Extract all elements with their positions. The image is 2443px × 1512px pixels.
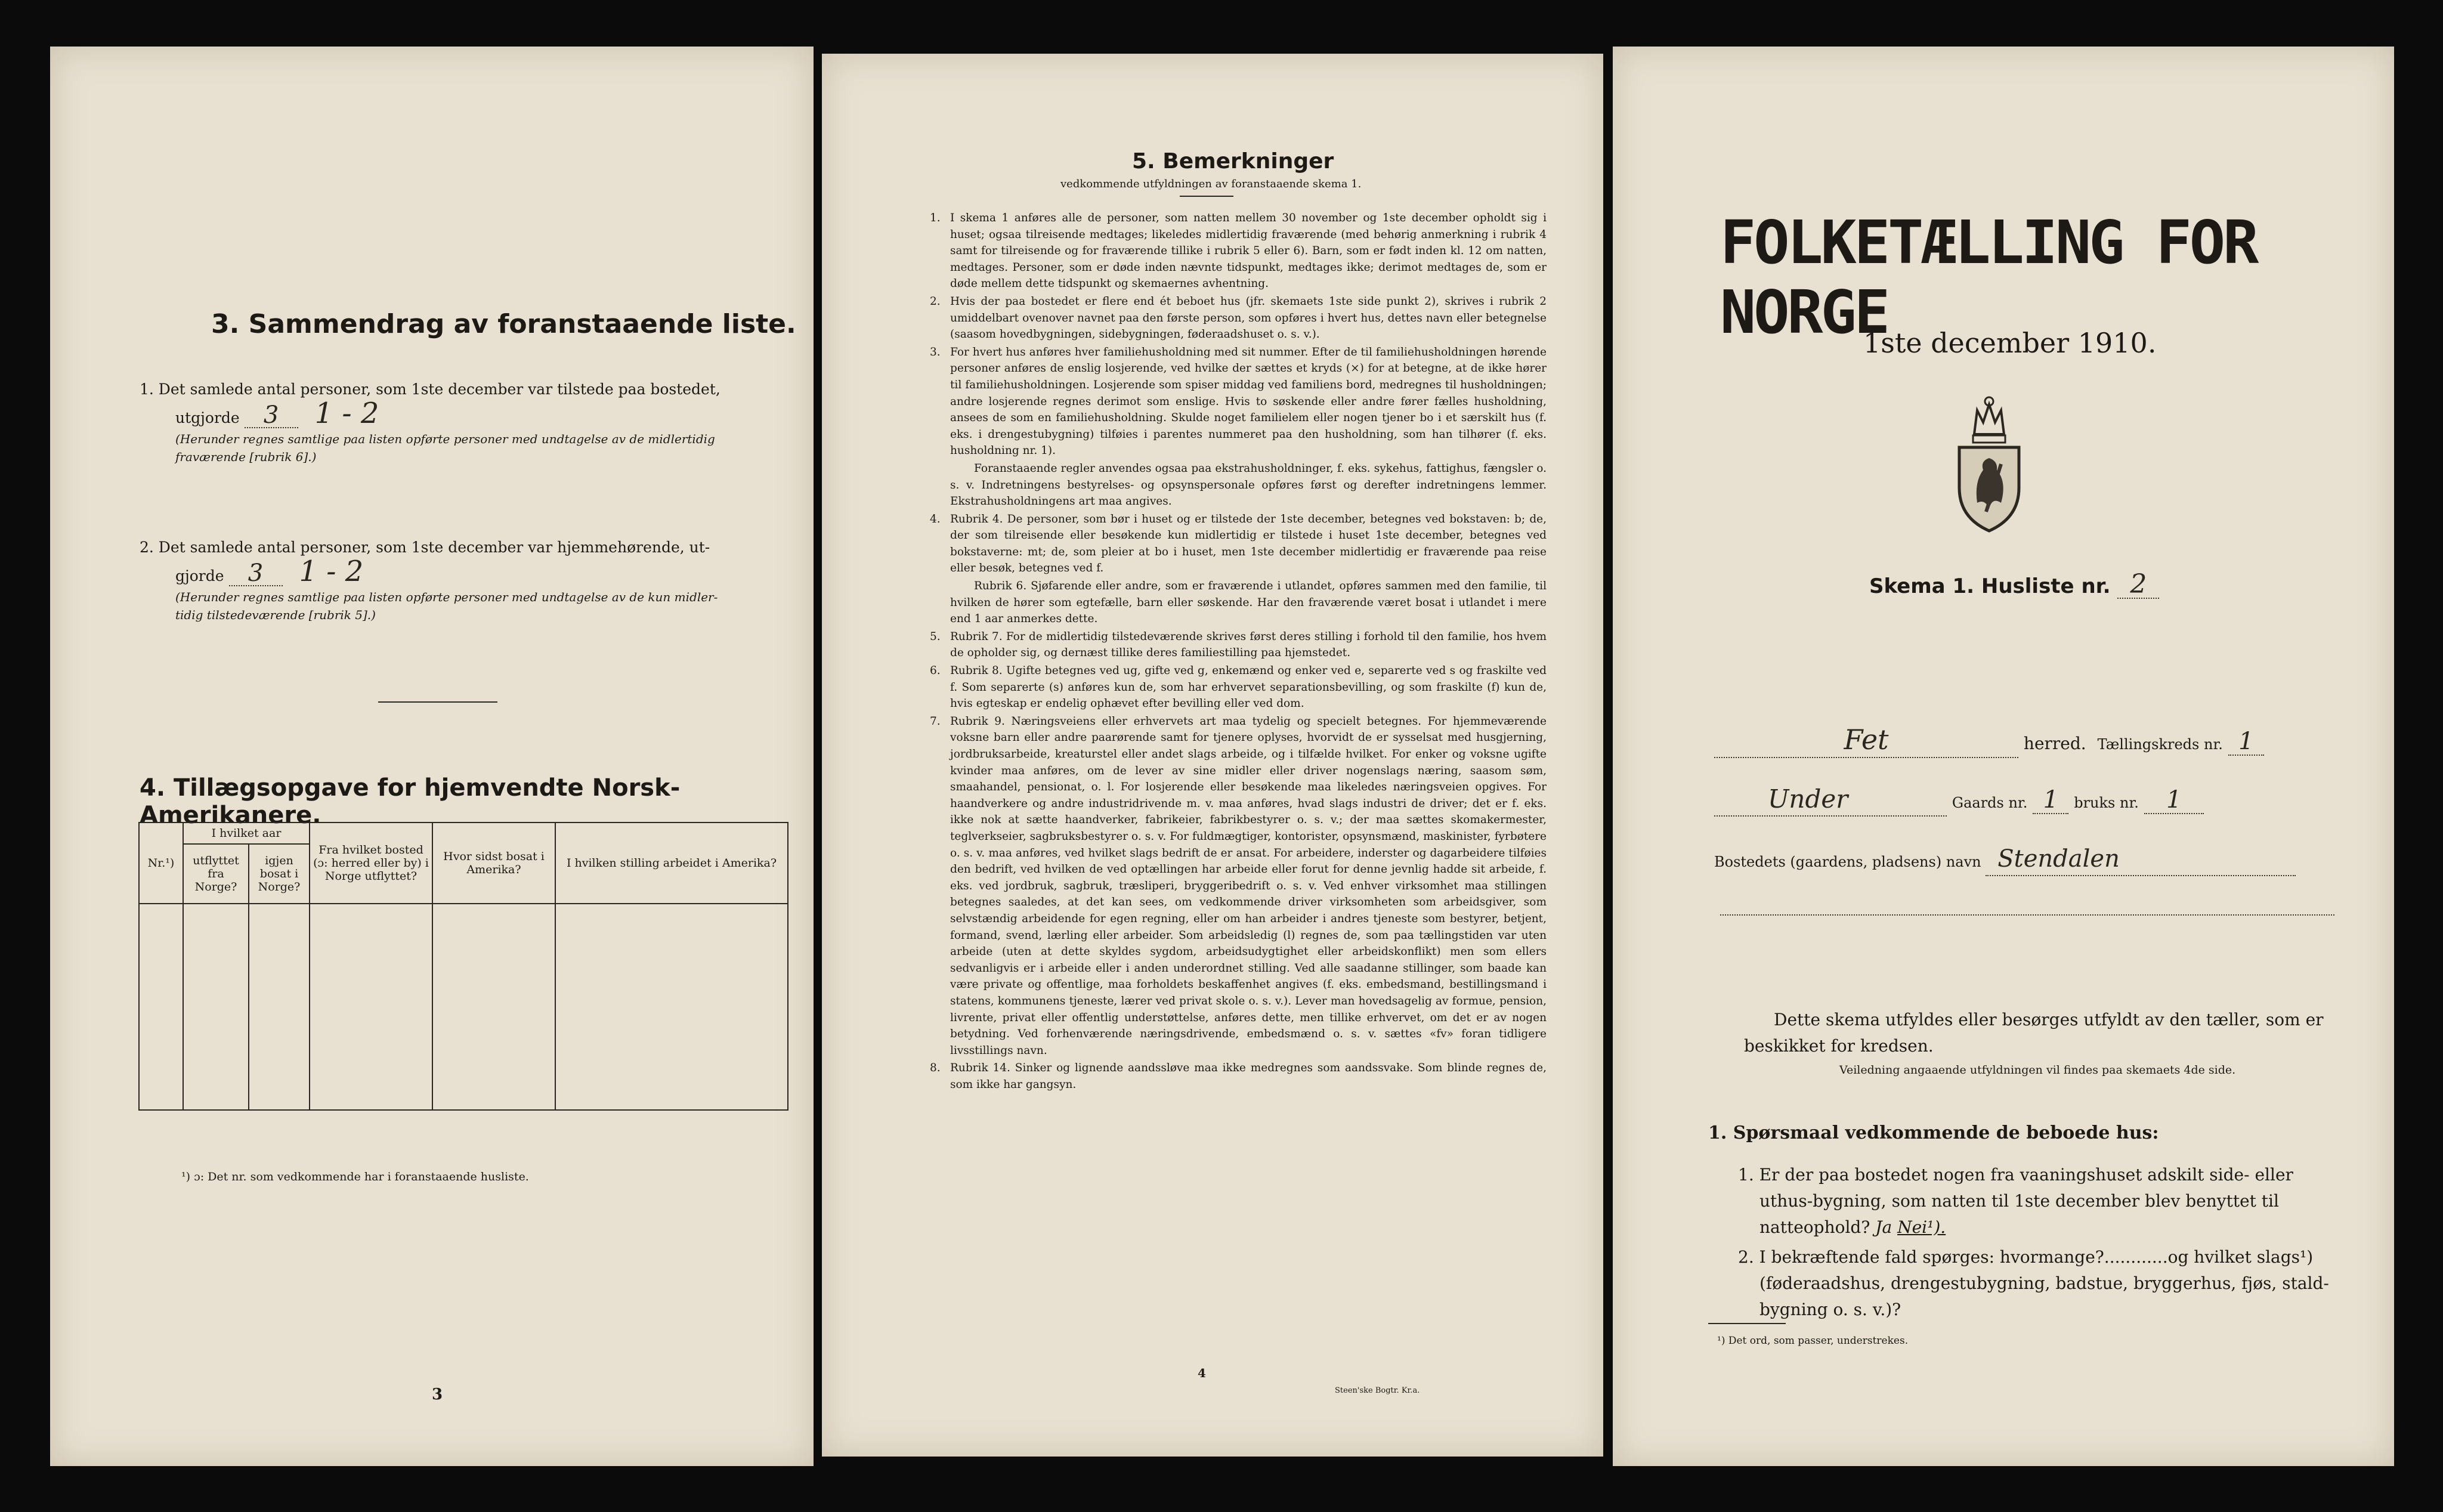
skema-label: Skema 1. Husliste nr. xyxy=(1869,574,2111,598)
table-row xyxy=(139,904,788,1110)
q1-line3: natteophold? xyxy=(1759,1217,1870,1237)
remark-text: Foranstaaende regler anvendes ogsaa paa ekstrahusholdninger, f. eks. sykehus, fattighus, fængsler o. s. v. Indretningens bestyrelses- og opsynspersonale opføres først og derefter indretningens lemmer. Ekstrahusholdningens art maa angives. xyxy=(950,462,1547,508)
bruks-label: bruks nr. xyxy=(2074,794,2139,811)
norsk-amerikanere-table xyxy=(138,822,788,1111)
page-number: 3 xyxy=(432,1386,443,1403)
item1-value: 3 xyxy=(245,403,298,428)
remark-text: For hvert hus anføres hver familiehusholdning med sit nummer. Efter de til familiehusholdningen hørende personer anføres de enslig losjerende, ved hvilke der sættes et kryds (×) for at betegne, at de ikke hører til familiehusholdningen. Losjerende som spiser middag ved familiens bord, medregnes til husholdningen; andre losjerende regnes derimot som enslige. Hvis to søskende eller andre fører fælles husholdning, ansees de som en familiehusholdning. Skulde noget familielem eller nogen tjener bo i et særskilt hus (f. eks. i drengestubygning) tilføies i parentes nummeret paa den husholdning, som han tilhører (f. eks. husholdning nr. 1). xyxy=(950,345,1547,457)
intro xyxy=(1744,1007,2340,1081)
divider xyxy=(378,701,497,703)
remarks-subtitle: vedkommende utfyldningen av foranstaaende skema 1. xyxy=(1060,178,1362,190)
item2-hand: 1 - 2 xyxy=(299,555,364,588)
q2-line3: bygning o. s. v.)? xyxy=(1759,1300,1901,1319)
bosted-value: Stendalen xyxy=(1997,845,2120,873)
gaards-value: 1 xyxy=(2033,787,2068,814)
item1-line1: 1. Det samlede antal personer, som 1ste december var tilstede paa bostedet, xyxy=(140,381,720,398)
item2 xyxy=(140,536,784,624)
herred-line xyxy=(1714,723,2370,758)
remark-number: 4. xyxy=(930,512,941,525)
kreds-label: Tællingskreds nr. xyxy=(2097,736,2223,753)
q1-ja: Ja xyxy=(1875,1217,1892,1237)
remark-paragraph xyxy=(930,344,1547,459)
remark-text: Rubrik 6. Sjøfarende eller andre, som er fraværende i utlandet, opføres sammen med den familie, til hvilken de hører som egtefælle, barn eller søskende. Har den fraværende været bosat i utlandet i mere end 1 aar anmerkes dette. xyxy=(950,580,1547,626)
remark-text: I skema 1 anføres alle de personer, som natten mellem 30 november og 1ste december opholdt sig i huset; ogsaa tilreisende medtages; likeledes midlertidig fraværende (med behørig anmerkning i rubrik 4 samt for tilreisende og for fraværende tillike i rubrik 5 eller 6). Barn, som er født inden kl. 12 om natten, medtages. Personer, som er døde inden nævnte tidspunkt, medtages ikke; derimot medtages de, som er døde mellem dette tidspunkt og skemaernes avhentning. xyxy=(950,212,1547,290)
main-title: FOLKETÆLLING FOR NORGE xyxy=(1720,208,2257,347)
q1-line1: 1. Er der paa bostedet nogen fra vaaningshuset adskilt side- eller xyxy=(1738,1165,2293,1185)
herred-value: Fet xyxy=(1844,723,1889,756)
divider xyxy=(1180,196,1233,197)
item1-prefix: utgjorde xyxy=(175,409,240,426)
gaards-line xyxy=(1714,786,2370,817)
bosted-label: Bostedets (gaardens, pladsens) navn xyxy=(1714,854,1981,870)
census-date: 1ste december 1910. xyxy=(1863,327,2157,359)
gaards-label: Gaards nr. xyxy=(1952,794,2028,811)
bruks-value: 1 xyxy=(2144,787,2204,814)
remark-paragraph xyxy=(930,511,1547,577)
remark-number: 8. xyxy=(930,1062,941,1075)
intro-line2: beskikket for kredsen. xyxy=(1744,1036,1934,1056)
remark-text: Rubrik 8. Ugifte betegnes ved ug, gifte ved g, enkemænd og enker ved e, separerte ved s og fraskilte ved f. Som separerte (s) anføres kun de, som har erhvervet separationsbevilling, og som fraskilte (f) kun de, hvis egteskap er endelig ophævet efter bevilling eller ved dom. xyxy=(950,664,1547,710)
page-middle xyxy=(822,54,1603,1457)
coat-of-arms-icon xyxy=(1950,392,2028,536)
intro-line1: Dette skema utfyldes eller besørges utfyldt av den tæller, som er xyxy=(1774,1010,2324,1029)
blank-line xyxy=(1720,914,2334,916)
remark-text: Rubrik 14. Sinker og lignende aandssløve maa ikke medregnes som aandssvake. Som blinde regnes de, som ikke har gangsyn. xyxy=(950,1062,1547,1091)
remark-paragraph xyxy=(930,629,1547,661)
remarks-list xyxy=(930,210,1547,1094)
remark-paragraph xyxy=(950,578,1547,627)
remark-paragraph xyxy=(930,713,1547,1059)
remark-paragraph xyxy=(950,460,1547,510)
remark-number: 2. xyxy=(930,295,941,308)
footnote: ¹) Det ord, som passer, understrekes. xyxy=(1717,1335,1909,1347)
item2-line1: 2. Det samlede antal personer, som 1ste december var hjemmehørende, ut- xyxy=(140,539,710,556)
th-year-group: I hvilket aar xyxy=(183,823,310,844)
th-returned: igjen bosat i Norge? xyxy=(249,844,310,904)
herred-label: herred. xyxy=(2023,734,2086,753)
footnote: ¹) ɔ: Det nr. som vedkommende har i foranstaaende husliste. xyxy=(181,1170,529,1183)
page-right xyxy=(1613,47,2394,1466)
item1-hand: 1 - 2 xyxy=(314,397,379,430)
remark-paragraph xyxy=(930,663,1547,712)
th-nr: Nr.¹) xyxy=(139,823,183,904)
remark-text: Rubrik 7. For de midlertidig tilstedeværende skrives først deres stilling i forhold til den familie, hos hvem de opholder sig, og dernæst tillike deres familiestilling paa hjemstedet. xyxy=(950,630,1547,660)
divider xyxy=(1708,1323,1786,1324)
remark-paragraph xyxy=(930,210,1547,292)
item1-note-2: fraværende [rubrik 6].) xyxy=(175,450,317,464)
remark-paragraph xyxy=(930,293,1547,343)
remark-number: 3. xyxy=(930,345,941,358)
item2-note-2: tidig tilstedeværende [rubrik 5].) xyxy=(175,608,376,622)
page-left xyxy=(50,47,814,1466)
th-occupation: I hvilken stilling arbeidet i Amerika? xyxy=(555,823,788,904)
questions-heading: 1. Spørsmaal vedkommende de beboede hus: xyxy=(1708,1123,2159,1143)
remarks-title: 5. Bemerkninger xyxy=(1132,149,1334,174)
q2-line1: 2. I bekræftende fald spørges: hvormange?............og hvilket slags¹) xyxy=(1738,1247,2314,1267)
section3-title: 3. Sammendrag av foranstaaende liste. xyxy=(211,309,796,339)
intro-note: Veiledning angaaende utfyldningen vil findes paa skemaets 4de side. xyxy=(1839,1063,2236,1077)
item2-value: 3 xyxy=(229,561,283,586)
gaards-prefix: Under xyxy=(1768,784,1848,814)
remark-text: Rubrik 4. De personer, som bør i huset og er tilstede der 1ste december, betegnes ved bokstaven: b; de, der som tilreisende eller besøkende kun midlertidig er tilstede i huset 1ste december, betegnes ved bokstaverne: mt; de, som pleier at bo i huset, men 1ste december midlertidig er fraværende paa reise eller besøk, betegnes ved f. xyxy=(950,512,1547,575)
th-emigrated: utflyttet fra Norge? xyxy=(183,844,249,904)
q2-line2: (føderaadshus, drengestubygning, badstue, bryggerhus, fjøs, stald- xyxy=(1759,1273,2329,1293)
kreds-value: 1 xyxy=(2228,728,2264,756)
remark-number: 5. xyxy=(930,630,941,643)
printer-mark: Steen'ske Bogtr. Kr.a. xyxy=(1335,1386,1420,1395)
item1 xyxy=(140,378,784,466)
item2-note-1: (Herunder regnes samtlige paa listen opførte personer med undtagelse av de kun midler- xyxy=(175,590,718,604)
remark-number: 6. xyxy=(930,664,941,678)
item1-note-1: (Herunder regnes samtlige paa listen opførte personer med undtagelse av de midlertidig xyxy=(175,432,715,446)
remark-paragraph xyxy=(930,1060,1547,1093)
remark-number: 7. xyxy=(930,715,941,728)
remark-number: 1. xyxy=(930,212,941,224)
remark-text: Hvis der paa bostedet er flere end ét beboet hus (jfr. skemaets 1ste side punkt 2), skrives i rubrik 2 umiddelbart ovenover navnet paa den første person, som opføres i hvert hus, dettes navn eller betegnelse (saasom hovedbygningen, sidebygningen, føderaadshuset o. s. v.). xyxy=(950,295,1547,341)
item2-prefix: gjorde xyxy=(175,567,224,585)
section4-title: 4. Tillægsopgave for hjemvendte Norsk-Amerikanere. xyxy=(140,774,681,829)
q1-nei: Nei¹). xyxy=(1897,1217,1946,1237)
question-2 xyxy=(1738,1244,2346,1323)
question-1 xyxy=(1738,1162,2346,1241)
th-from-where: Fra hvilket bosted (ɔ: herred eller by) i Norge utflyttet? xyxy=(310,823,432,904)
husliste-nr: 2 xyxy=(2117,571,2159,599)
page-number: 4 xyxy=(1198,1366,1206,1380)
th-last-residence: Hvor sidst bosat i Amerika? xyxy=(432,823,555,904)
bosted-line xyxy=(1714,846,2370,876)
q1-line2: uthus-bygning, som natten til 1ste december blev benyttet til xyxy=(1759,1191,2279,1211)
remark-text: Rubrik 9. Næringsveiens eller erhvervets art maa tydelig og specielt betegnes. For hjemmeværende voksne barn eller andre paarørende samt for tjenere oplyses, hvorvidt de er sysselsat med husgjerning, jordbruksarbeide, kreaturstel eller andet slags arbeide, og i tilfælde hvilket. For enker og voksne ugifte kvinder maa anføres, om de lever av sine midler eller driver nogenslags næring, saasom søm, smaahandel, pensionat, o. l. For losjerende eller besøkende maa likeledes næringsveien opgives. For haandverkere og andre industridrivende m. v. maa anføres, hvad slags industri de driver; det er f. eks. ikke nok at sætte haandverker, fabrikeier, fabrikbestyrer o. s. v.; der maa sættes skomakermester, teglverkseier, sagbruksbestyrer o. s. v. For fuldmægtiger, kontorister, opsynsmænd, maskinister, fyrbøtere o. s. v. maa anføres, ved hvilket slags bedrift de er ansat. For arbeidere, inderster og dagarbeidere tilføies den bedrift, ved hvilken de ved optællingen har arbeide eller forut for denne jevnlig hadde sit arbeide, f. eks. ved jordbruk, sagbruk, træsliperi, bryggeribedrift o. s. v. Ved enhver virksomhet maa stillingen betegnes saaledes, at det kan sees, om vedkommende driver virksomheten som arbeidsgiver, som selvstændig arbeidende for egen regning, eller om han arbeider i andres tjeneste som bestyrer, betjent, formand, svend, lærling eller arbeider. Som arbeidsledig (l) regnes de, som paa tællingstiden var uten arbeide (uten at dette skyldes sygdom, arbeidsudygtighet eller arbeidskonflikt) men som ellers sedvanligvis er i arbeide eller i anden underordnet stilling. Ved alle saadanne stillinger, som baade kan være private og offentlige, maa forholdets beskaffenhet angives (f. eks. embedsmand, bestillingsmand i statens, kommunens tjeneste, lærer ved privat skole o. s. v.). Lever man hovedsagelig av formue, pension, livrente, privat eller offentlig understøttelse, anføres dette, men tillike erhvervet, om det er av nogen betydning. Ved forhenværende næringsdrivende, embedsmænd o. s. v. sættes «fv» foran tidligere livsstillings navn. xyxy=(950,715,1547,1057)
